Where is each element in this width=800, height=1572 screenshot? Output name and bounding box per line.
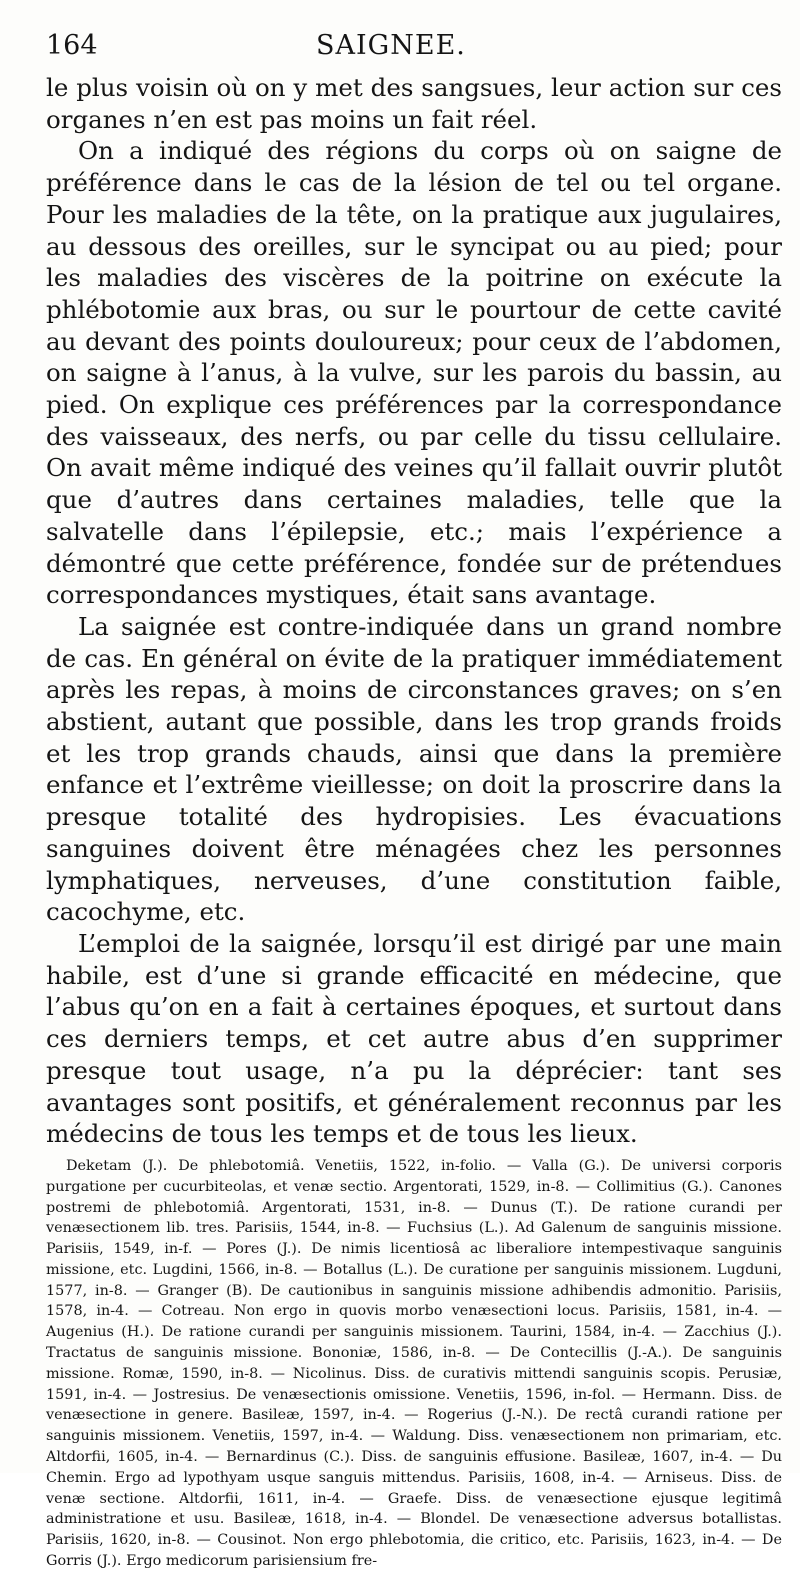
body-text (46, 72, 782, 1150)
paragraph-3: La saignée est contre-indiquée dans un grand nombre de cas. En général on évite de la pratiquer immédiatement après les repas, à moins de circonstances graves; on s’en abstient, autant que possible, dans les trop grands froids et les trop grands chauds, ainsi que dans la première enfance et l’extrême vieillesse; on doit la proscrire dans la presque totalité des hydropisies. Les évacuations sanguines doivent être ménagées chez les personnes lymphatiques, nerveuses, d’une constitution faible, cacochyme, etc. (46, 611, 782, 927)
paragraph-2: On a indiqué des régions du corps où on saigne de préférence dans le cas de la lésion de tel ou tel organe. Pour les maladies de la tête, on la pratique aux jugulaires, au dessous des oreilles, sur le syncipat ou au pied; pour les maladies des viscères de la poitrine on exécute la phlébotomie aux bras, ou sur le pourtour de cette cavité au devant des points douloureux; pour ceux de l’abdomen, on saigne à l’anus, à la vulve, sur les parois du bassin, au pied. On explique ces préférences par la correspondance des vaisseaux, des nerfs, ou par celle du tissu cellulaire. On avait même indiqué des veines qu’il fallait ouvrir plutôt que d’autres dans certaines maladies, telle que la salvatelle dans l’épilepsie, etc.; mais l’expérience a démontré que cette préférence, fondée sur de prétendues correspondances mystiques, était sans avantage. (46, 136, 782, 610)
running-title: SAIGNEE. (316, 30, 466, 61)
running-head (46, 30, 782, 70)
paragraph-4: L’emploi de la saignée, lorsqu’il est dirigé par une main habile, est d’une si grande efficacité en médecine, que l’abus qu’on en a fait à certaines époques, et surtout dans ces derniers temps, et cet autre abus d’en supprimer presque tout usage, n’a pu la déprécier: tant ses avantages sont positifs, et généralement reconnus par les médecins de tous les temps et de tous les lieux. (46, 928, 782, 1149)
bibliography: Deketam (J.). De phlebotomiâ. Venetiis, 1522, in-folio. — Valla (G.). De universi corporis purgatione per cucurbiteolas, et venæ sectio. Argentorati, 1529, in-8. — Collimitius (G.). Canones postremi de phlebotomiâ. Argentorati, 1531, in-8. — Dunus (T.). De ratione curandi per venæsectionem lib. tres. Parisiis, 1544, in-8. — Fuchsius (L.). Ad Galenum de sanguinis missione. Parisiis, 1549, in-f. — Pores (J.). De nimis licentiosâ ac liberaliore intempestivaque sanguinis missione, etc. Lugdini, 1566, in-8. — Botallus (L.). De curatione per sanguinis missionem. Lugduni, 1577, in-8. — Granger (B). De cautionibus in sanguinis missione adhibendis admonitio. Parisiis, 1578, in-4. — Cotreau. Non ergo in quovis morbo venæsectioni locus. Parisiis, 1581, in-4. — Augenius (H.). De ratione curandi per sanguinis missionem. Taurini, 1584, in-4. — Zacchius (J.). Tractatus de sanguinis missione. Bononiæ, 1586, in-8. — De Contecillis (J.-A.). De sanguinis missione. Romæ, 1590, in-8. — Nicolinus. Diss. de curativis mittendi sanguinis scopis. Perusiæ, 1591, in-4. — Jostresius. De venæsectionis omissione. Venetiis, 1596, in-fol. — Hermann. Diss. de venæsectione in genere. Basileæ, 1597, in-4. — Rogerius (J.-N.). De rectâ curandi ratione per sanguinis missionem. Venetiis, 1597, in-4. — Waldung. Diss. venæsectionem non primariam, etc. Altdorfii, 1605, in-4. — Bernardinus (C.). Diss. de sanguinis effusione. Basileæ, 1607, in-4. — Du Chemin. Ergo ad lypothyam usque sanguis mittendus. Parisiis, 1608, in-4. — Arniseus. Diss. de venæ sectione. Altdorfii, 1611, in-4. — Graefe. Diss. de venæsectione ejusque legitimâ administratione et usu. Basileæ, 1618, in-4. — Blondel. De venæsectione adversus botallistas. Parisiis, 1620, in-8. — Cousinot. Non ergo phlebotomia, die critico, etc. Parisiis, 1623, in-4. — De Gorris (J.). Ergo medicorum parisiensium fre- (46, 1157, 782, 1570)
page-number: 164 (46, 30, 98, 61)
paragraph-1: le plus voisin où on y met des sangsues, leur action sur ces organes n’en est pas moins un fait réel. (46, 73, 782, 134)
